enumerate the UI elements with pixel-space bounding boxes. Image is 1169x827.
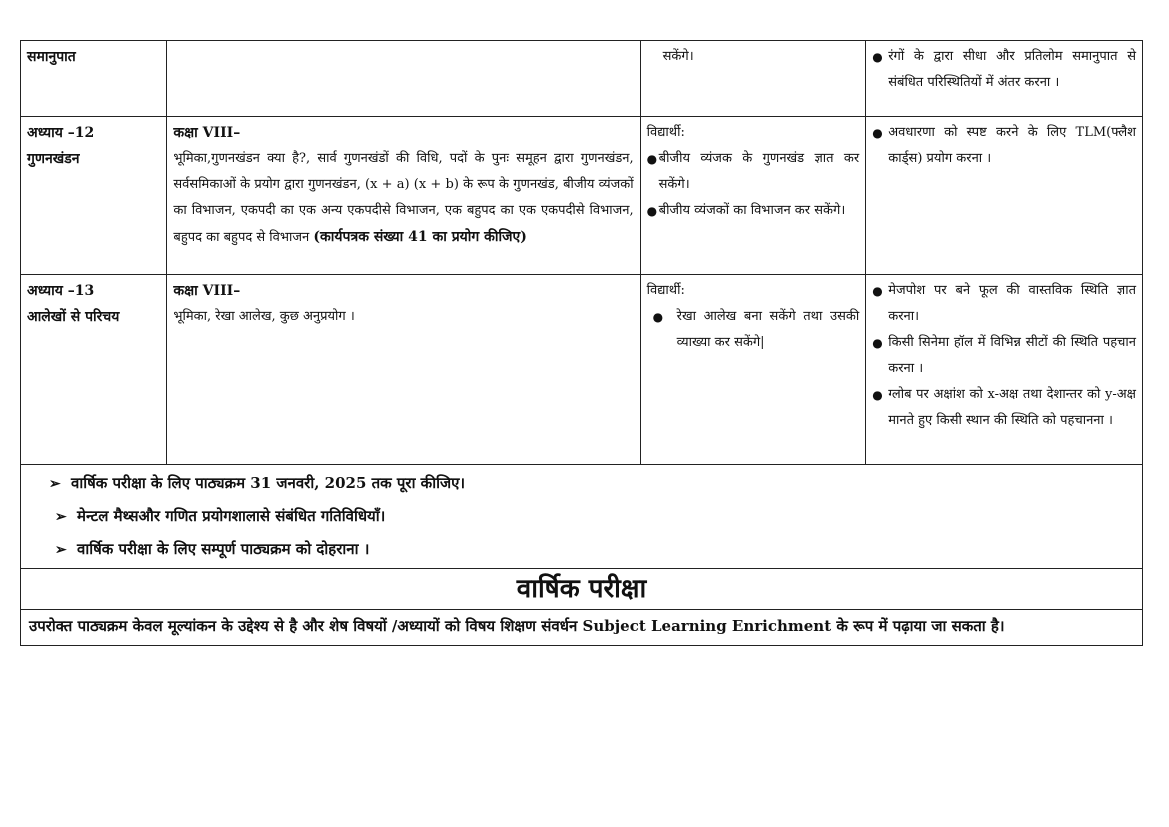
outcome-continuation: सकेंगे।: [662, 49, 694, 64]
notes-row: [21, 465, 1143, 569]
content-text: भूमिका, रेखा आलेख, कुछ अनुप्रयोग ।: [173, 309, 355, 324]
list-item: ● बीजीय व्यंजकों का विभाजन कर सकेंगे।: [647, 198, 860, 224]
notes-cell: [21, 465, 1143, 569]
content-cell: [167, 275, 640, 465]
table-row: [21, 41, 1143, 117]
table-row: [21, 117, 1143, 275]
list-item: ● ग्लोब पर अक्षांश को x-अक्ष तथा देशान्तर को y-अक्ष मानते हुए किसी स्थान की स्थिति को पहचानना ।: [872, 382, 1136, 434]
chapter-label: समानुपात: [27, 49, 76, 65]
syllabus-table: [20, 40, 1143, 646]
content-cell: [167, 41, 640, 117]
activity-cell: [866, 275, 1143, 465]
list-item: ● किसी सिनेमा हॉल में विभिन्न सीटों की स्थिति पहचान करना ।: [872, 330, 1136, 382]
footer-note: उपरोक्त पाठ्यक्रम केवल मूल्यांकन के उद्देश्य से है और शेष विषयों /अध्यायों को विषय शिक्षण संवर्धन Subject Learning Enrichment के रूप में पढ़ाया जा सकता है।: [21, 610, 1143, 646]
chapter-cell: [21, 41, 167, 117]
chapter-title: आलेखों से परिचय: [27, 309, 120, 325]
list-item: ● मेजपोश पर बने फूल की वास्तविक स्थिति ज्ञात करना।: [872, 278, 1136, 330]
chapter-cell: [21, 275, 167, 465]
outcome-cell: [640, 41, 866, 117]
arrow-icon: ➢: [49, 476, 61, 492]
outcome-cell: [640, 275, 866, 465]
note-item: ➢ वार्षिक परीक्षा के लिए पाठ्यक्रम 31 जनवरी, 2025 तक पूरा कीजिए।: [49, 467, 1136, 500]
table-row: [21, 275, 1143, 465]
bullet-icon: ●: [872, 50, 883, 64]
activity-cell: [866, 117, 1143, 275]
content-cell: [167, 117, 640, 275]
list-item: ● रेखा आलेख बना सकेंगे तथा उसकी व्याख्या कर सकेंगे|: [653, 304, 860, 356]
arrow-icon: ➢: [55, 509, 67, 525]
bullet-icon: ●: [872, 284, 883, 298]
list-item: ● रंगों के द्वारा सीधा और प्रतिलोम समानुपात से संबंधित परिस्थितियों में अंतर करना ।: [872, 44, 1136, 96]
chapter-title: गुणनखंडन: [27, 151, 80, 167]
chapter-cell: [21, 117, 167, 275]
worksheet-note: (कार्यपत्रक संख्या 41 का प्रयोग कीजिए): [313, 229, 527, 245]
note-item: ➢ वार्षिक परीक्षा के लिए सम्पूर्ण पाठ्यक्रम को दोहराना ।: [49, 533, 1136, 566]
bullet-icon: ●: [872, 126, 883, 140]
class-label: कक्षा VIII–: [173, 283, 241, 299]
bullet-icon: ●: [872, 336, 883, 350]
list-item: ● बीजीय व्यंजक के गुणनखंड ज्ञात कर सकेंगे।: [647, 146, 860, 198]
content-text: भूमिका,गुणनखंडन क्या है?, सार्व गुणनखंडों की विधि, पदों के पुनः समूहन द्वारा गुणनखंडन, सर्वसमिकाओं के प्रयोग द्वारा गुणनखंडन, (x + a) (x + b) के रूप के गुणनखंड, बीजीय व्यंजकों का विभाजन, एकपदी का एक अन्य एकपदीसे विभाजन, एक बहुपद का एक एकपदीसे विभाजन, बहुपद का बहुपद से विभाजन (कार्यपत्रक संख्या 41 का प्रयोग कीजिए): [173, 151, 634, 245]
bullet-icon: ●: [646, 204, 658, 218]
arrow-icon: ➢: [55, 542, 67, 558]
note-item: ➢ मेन्टल मैथ्सऔर गणित प्रयोगशालासे संबंधित गतिविधियाँ।: [49, 500, 1136, 533]
outcome-head: विद्यार्थी:: [646, 125, 685, 140]
chapter-number: अध्याय –12: [27, 125, 95, 141]
bullet-icon: ●: [646, 152, 658, 166]
bullet-icon: ●: [652, 310, 664, 324]
activity-cell: [866, 41, 1143, 117]
outcome-head: विद्यार्थी:: [646, 283, 685, 298]
bullet-icon: ●: [872, 388, 883, 402]
chapter-number: अध्याय –13: [27, 283, 95, 299]
class-label: कक्षा VIII–: [173, 125, 241, 141]
list-item: ● अवधारणा को स्पष्ट करने के लिए TLM(फ्लैश कार्ड्स) प्रयोग करना ।: [872, 120, 1136, 172]
heading-row: [21, 569, 1143, 610]
footer-row: [21, 610, 1143, 646]
exam-heading: वार्षिक परीक्षा: [21, 569, 1143, 610]
syllabus-page: [20, 40, 1143, 646]
outcome-cell: [640, 117, 866, 275]
